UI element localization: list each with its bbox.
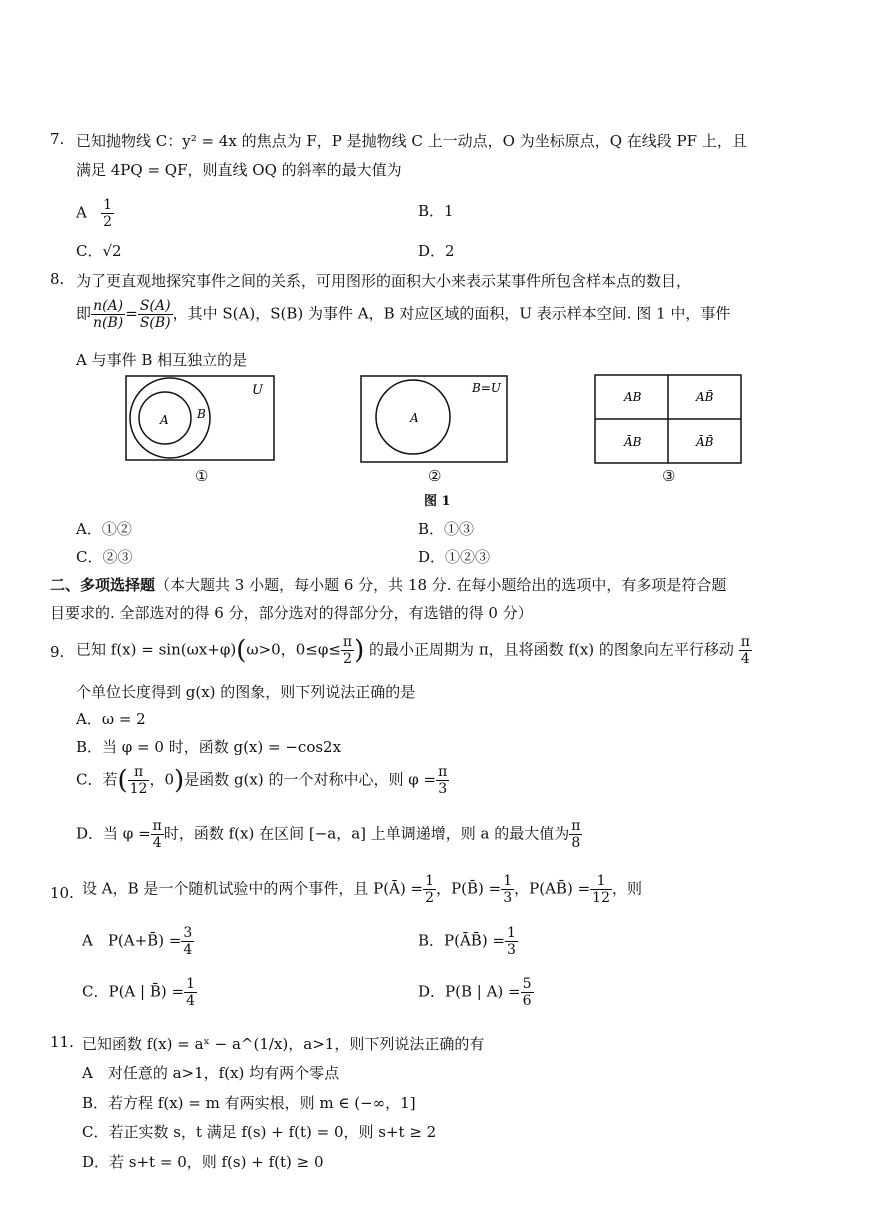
figure-caption: 图 1: [424, 494, 451, 509]
q7-text-line1: 已知抛物线 C：y² = 4x 的焦点为 F，P 是抛物线 C 上一动点，O 为坐标原点，Q 在线段 PF 上，且: [76, 132, 747, 150]
venn-diagram-2: [358, 372, 510, 466]
q9-text-line2: 个单位长度得到 g(x) 的图象，则下列说法正确的是: [76, 683, 416, 701]
q7-text-line2: 满足 4PQ = QF，则直线 OQ 的斜率的最大值为: [76, 161, 402, 179]
cell-a-bbar: AB̄: [696, 390, 714, 404]
fraction: $\frac{1}{2}$: [425, 873, 435, 907]
q7-option-a: [76, 197, 114, 230]
q11-option-c: C．若正实数 s，t 满足 f(s) + f(t) = 0，则 s+t ≥ 2: [82, 1123, 437, 1141]
fraction-n: $\frac{n(A)}{n(B)}$: [93, 298, 124, 332]
figure-1-caption: ①: [195, 467, 209, 485]
q10-text-line1: 设 A，B 是一个随机试验中的两个事件，且 P(Ā) = $\frac{1}{2}$ ，P(B̄) = $\frac{1}{3}$ ，P(AB̄) = $\frac{1}{12}$ ，则: [82, 873, 642, 907]
label-b: B: [197, 407, 206, 421]
q8-text-line2: 即 $\frac{n(A)}{n(B)}$ = $\frac{S(A)}{S(B)}$ ，其中 S(A)，S(B) 为事件 A，B 对应区域的面积，U 表示样本空间. 图 1 中，事件: [76, 298, 731, 332]
q8-option-d: D．①②③: [418, 548, 491, 566]
cell-abar-b: ĀB: [624, 435, 642, 449]
q8-option-c: C．②③: [76, 548, 133, 566]
q7-option-d: D．2: [418, 242, 455, 260]
q8-number: 8.: [50, 270, 65, 288]
q11-number: 11.: [50, 1033, 74, 1051]
label-a: A: [410, 411, 419, 425]
section-2-title: 二、多项选择题: [50, 576, 156, 594]
fraction: $\frac{1}{3}$: [503, 873, 513, 907]
figure-3-caption: ③: [662, 467, 676, 485]
q11-option-d: D．若 s+t = 0，则 f(s) + f(t) ≥ 0: [82, 1153, 324, 1171]
venn-diagram-3: [592, 372, 744, 466]
section-2-desc-line2: 目要求的. 全部选对的得 6 分，部分选对的得部分分，有选错的得 0 分）: [50, 604, 533, 622]
cell-ab: AB: [624, 390, 642, 404]
fraction: $\frac{\pi}{4}$: [152, 818, 162, 852]
fraction: $\frac{3}{4}$: [183, 925, 193, 959]
q9-option-a: A．ω = 2: [76, 710, 146, 728]
q11-option-a: A 对任意的 a>1，f(x) 均有两个零点: [82, 1064, 340, 1082]
q9-text-line1: 已知 f(x) = sin(ωx+φ)(ω>0，0≤φ≤ $\frac{\pi}{2}$ ) 的最小正周期为 π，且将函数 f(x) 的图象向左平行移动 $\frac{\pi}{4}$: [76, 634, 750, 668]
fraction: $\frac{1}{2}$: [103, 197, 113, 231]
fraction: $\frac{1}{4}$: [186, 976, 195, 1010]
q10-option-a: A P(A+B̄) = $\frac{3}{4}$: [82, 925, 193, 959]
fraction: $\frac{1}{3}$: [507, 925, 516, 959]
section-2-desc: （本大题共 3 小题，每小题 6 分，共 18 分. 在每小题给出的选项中，有多项是符合题: [155, 576, 727, 594]
q10-option-b: B．P(ĀB̄) = $\frac{1}{3}$: [418, 925, 516, 959]
fraction: $\frac{5}{6}$: [522, 976, 532, 1010]
fraction: $\frac{\pi}{8}$: [571, 818, 581, 852]
q8-text-line1: 为了更直观地探究事件之间的关系，可用图形的面积大小来表示某事件所包含样本点的数目，: [76, 272, 692, 290]
q10-number: 10.: [50, 884, 74, 902]
option-label: A: [76, 203, 87, 222]
q7-number: 7.: [50, 130, 65, 148]
venn-diagram-1: [120, 372, 280, 464]
q7-option-c: C．√2: [76, 242, 122, 260]
fraction: $\frac{\pi}{4}$: [740, 634, 750, 668]
cell-abar-bbar: ĀB̄: [696, 435, 714, 449]
label-a: A: [160, 413, 169, 427]
q9-option-c: C．若( $\frac{\pi}{12}$ ，0)是函数 g(x) 的一个对称中心，则 φ = $\frac{\pi}{3}$: [76, 764, 448, 798]
q11-text-line1: 已知函数 f(x) = aˣ − a^(1/x)，a>1，则下列说法正确的有: [82, 1035, 485, 1053]
section-2-header: [50, 574, 726, 595]
q9-option-b: B．当 φ = 0 时，函数 g(x) = −cos2x: [76, 738, 342, 756]
figure-2-caption: ②: [428, 467, 442, 485]
q9-option-d: D．当 φ = $\frac{\pi}{4}$ 时，函数 f(x) 在区间 [−a，a] 上单调递增，则 a 的最大值为 $\frac{\pi}{8}$: [76, 818, 581, 852]
fraction: $\frac{1}{12}$: [592, 873, 610, 907]
fraction: $\frac{\pi}{12}$: [129, 764, 148, 798]
q11-option-b: B．若方程 f(x) = m 有两实根，则 m ∈ (−∞，1]: [82, 1094, 416, 1112]
q10-option-c: C．P(A | B̄) = $\frac{1}{4}$: [82, 976, 195, 1010]
q8-text-line3: A 与事件 B 相互独立的是: [76, 351, 248, 369]
fraction: $\frac{\pi}{3}$: [438, 764, 448, 798]
q8-option-b: B．①③: [418, 520, 475, 538]
label-u: U: [252, 383, 263, 398]
fraction-s: $\frac{S(A)}{S(B)}$: [139, 298, 171, 332]
fraction: $\frac{\pi}{2}$: [342, 634, 353, 668]
q8-option-a: A．①②: [76, 520, 132, 538]
q10-option-d: D．P(B | A) = $\frac{5}{6}$: [418, 976, 532, 1010]
label-b-equals-u: B=U: [472, 381, 501, 395]
q7-option-b: B．1: [418, 202, 454, 220]
q9-number: 9.: [50, 643, 65, 661]
